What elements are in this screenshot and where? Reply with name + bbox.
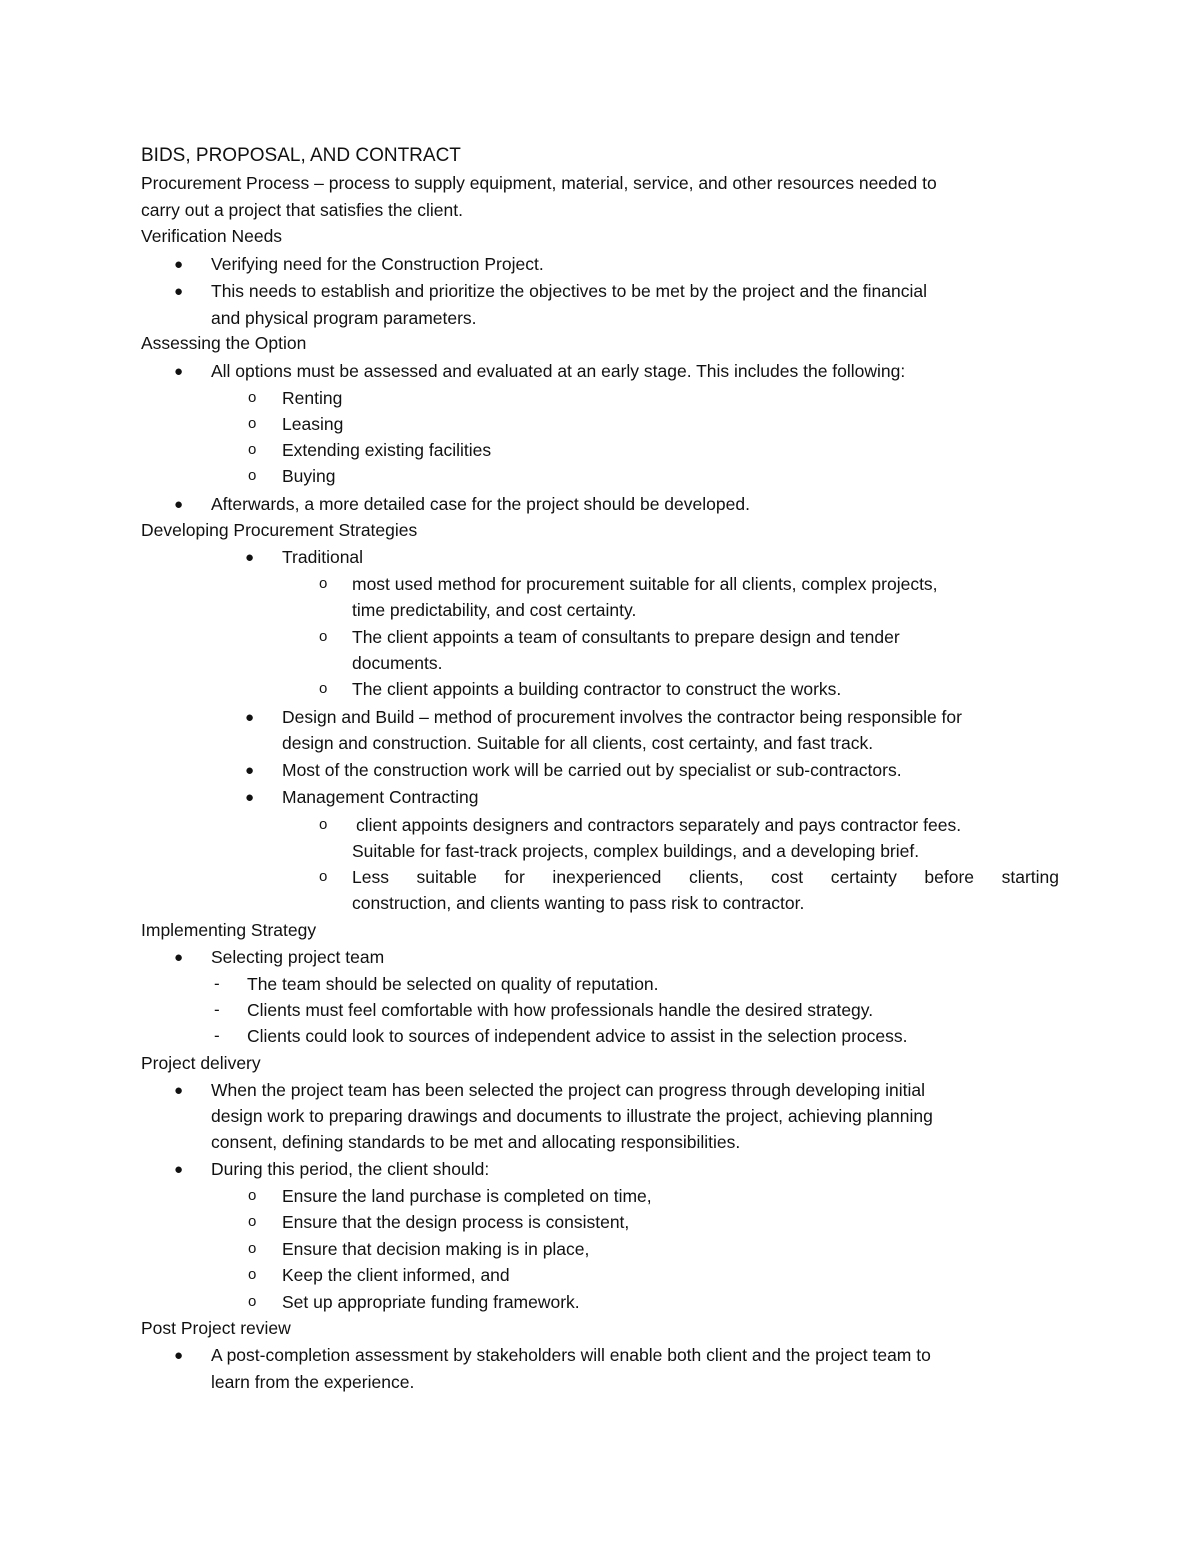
bullet-icon: ● (245, 789, 255, 806)
option-leasing: Leasing (282, 414, 344, 434)
bullet-icon: ● (174, 363, 184, 380)
client-duty-5: Set up appropriate funding framework. (282, 1292, 580, 1312)
intro-line-2: carry out a project that satisfies the client. (141, 200, 463, 220)
document-title: BIDS, PROPOSAL, AND CONTRACT (141, 145, 461, 166)
circle-bullet-icon: o (248, 1213, 257, 1230)
assessing-item-2: Afterwards, a more detailed case for the project should be developed. (211, 494, 750, 514)
section-heading-strategies: Developing Procurement Strategies (141, 520, 418, 540)
bullet-icon: ● (174, 496, 184, 513)
design-build-line-1: Design and Build – method of procurement involves the contractor being responsible for (282, 707, 962, 727)
traditional-point-1-line-2: time predictability, and cost certainty. (352, 600, 637, 620)
delivery-item-2: During this period, the client should: (211, 1159, 490, 1179)
circle-bullet-icon: o (248, 415, 257, 432)
verification-item-2-line-2: and physical program parameters. (211, 308, 477, 328)
traditional-point-1-line-1: most used method for procurement suitable for all clients, complex projects, (352, 574, 938, 594)
circle-bullet-icon: o (319, 680, 328, 697)
management-point-2-line-1: Less suitable for inexperienced clients, cost certainty before starting (352, 867, 1059, 887)
client-duty-4: Keep the client informed, and (282, 1265, 510, 1285)
dash-icon: - (214, 974, 220, 993)
bullet-icon: ● (245, 709, 255, 726)
circle-bullet-icon: o (248, 441, 257, 458)
bullet-icon: ● (174, 949, 184, 966)
bullet-icon: ● (174, 1347, 184, 1364)
delivery-item-1-line-2: design work to preparing drawings and documents to illustrate the project, achieving planning (211, 1106, 933, 1126)
circle-bullet-icon: o (248, 1240, 257, 1257)
circle-bullet-icon: o (248, 389, 257, 406)
delivery-item-1-line-1: When the project team has been selected the project can progress through developing initial (211, 1080, 926, 1100)
bullet-icon: ● (245, 549, 255, 566)
team-point-3: Clients could look to sources of independent advice to assist in the selection process. (247, 1026, 908, 1046)
specialist-contractors: Most of the construction work will be carried out by specialist or sub-contractors. (282, 760, 902, 780)
dash-icon: - (214, 1000, 220, 1019)
assessing-item-1: All options must be assessed and evaluated at an early stage. This includes the following: (211, 361, 906, 381)
circle-bullet-icon: o (319, 816, 328, 833)
client-duty-3: Ensure that decision making is in place, (282, 1239, 590, 1259)
circle-bullet-icon: o (248, 1266, 257, 1283)
team-point-1: The team should be selected on quality of reputation. (247, 974, 659, 994)
section-heading-delivery: Project delivery (141, 1053, 261, 1073)
bullet-icon: ● (174, 1082, 184, 1099)
option-extending: Extending existing facilities (282, 440, 492, 460)
circle-bullet-icon: o (248, 467, 257, 484)
design-build-line-2: design and construction. Suitable for all clients, cost certainty, and fast track. (282, 733, 874, 753)
review-item-1-line-2: learn from the experience. (211, 1372, 415, 1392)
verification-item-2-line-1: This needs to establish and prioritize the objectives to be met by the project and the financial (211, 281, 927, 301)
implementing-item-1: Selecting project team (211, 947, 385, 967)
verification-item-1: Verifying need for the Construction Project. (211, 254, 544, 274)
section-heading-implementing: Implementing Strategy (141, 920, 317, 940)
traditional-point-2-line-2: documents. (352, 653, 443, 673)
section-heading-assessing: Assessing the Option (141, 333, 307, 353)
circle-bullet-icon: o (319, 628, 328, 645)
management-point-1-line-2: Suitable for fast-track projects, complex buildings, and a developing brief. (352, 841, 920, 861)
delivery-item-1-line-3: consent, defining standards to be met and allocating responsibilities. (211, 1132, 741, 1152)
dash-icon: - (214, 1026, 220, 1045)
circle-bullet-icon: o (319, 868, 328, 885)
option-buying: Buying (282, 466, 336, 486)
review-item-1-line-1: A post-completion assessment by stakeholders will enable both client and the project team to (211, 1345, 931, 1365)
circle-bullet-icon: o (319, 575, 328, 592)
strategy-management-contracting: Management Contracting (282, 787, 479, 807)
client-duty-1: Ensure the land purchase is completed on time, (282, 1186, 652, 1206)
circle-bullet-icon: o (248, 1187, 257, 1204)
option-renting: Renting (282, 388, 343, 408)
client-duty-2: Ensure that the design process is consistent, (282, 1212, 630, 1232)
bullet-icon: ● (174, 1161, 184, 1178)
bullet-icon: ● (174, 256, 184, 273)
bullet-icon: ● (245, 762, 255, 779)
section-heading-verification: Verification Needs (141, 226, 283, 246)
management-point-1-line-1: client appoints designers and contractors separately and pays contractor fees. (356, 815, 962, 835)
intro-line-1: Procurement Process – process to supply equipment, material, service, and other resources needed to (141, 173, 937, 193)
management-point-2-line-2: construction, and clients wanting to pass risk to contractor. (352, 893, 805, 913)
traditional-point-3: The client appoints a building contractor to construct the works. (352, 679, 842, 699)
circle-bullet-icon: o (248, 1293, 257, 1310)
traditional-point-2-line-1: The client appoints a team of consultants to prepare design and tender (352, 627, 900, 647)
strategy-traditional: Traditional (282, 547, 364, 567)
section-heading-review: Post Project review (141, 1318, 291, 1338)
team-point-2: Clients must feel comfortable with how professionals handle the desired strategy. (247, 1000, 874, 1020)
bullet-icon: ● (174, 283, 184, 300)
